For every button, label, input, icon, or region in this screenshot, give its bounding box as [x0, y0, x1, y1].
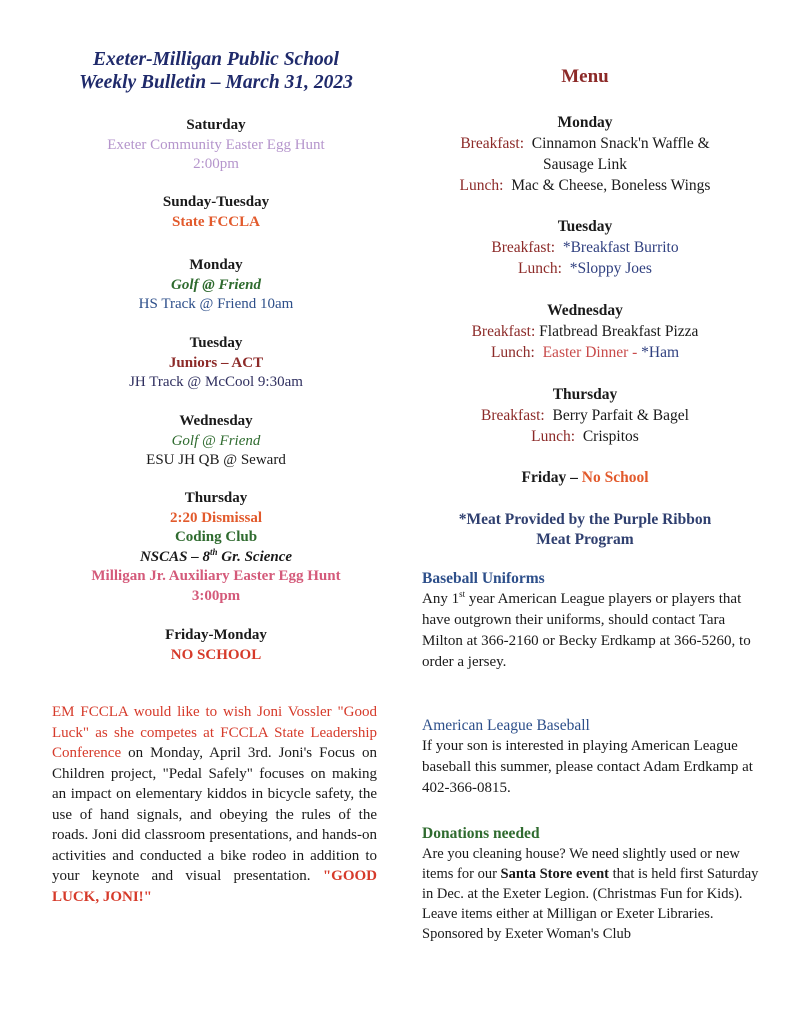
breakfast-item: *Breakfast Burrito: [562, 239, 679, 256]
section-body: [422, 589, 762, 673]
event-sunday-tuesday: [40, 193, 392, 232]
lunch-label: Lunch:: [459, 177, 504, 194]
event-item: 3:00pm: [191, 587, 241, 604]
breakfast-item: Berry Parfait & Bagel: [552, 407, 689, 424]
breakfast-label: Breakfast:: [460, 135, 525, 152]
event-item-part: Gr. Science: [217, 548, 293, 565]
event-item: NO SCHOOL: [170, 646, 262, 663]
bulletin-date: Weekly Bulletin – March 31, 2023: [79, 72, 353, 93]
menu-wednesday: [405, 300, 765, 363]
menu-lunch: [405, 258, 765, 279]
menu-breakfast-cont: Sausage Link: [543, 156, 627, 173]
menu-day: Tuesday: [557, 218, 613, 235]
event-day: Thursday: [184, 490, 248, 506]
body-part: Any 1: [422, 591, 460, 607]
event-day: Wednesday: [179, 413, 253, 429]
event-saturday: [40, 116, 392, 175]
event-day: Sunday-Tuesday: [162, 194, 270, 210]
menu-day: Monday: [557, 114, 613, 131]
lunch-label: Lunch:: [531, 428, 576, 445]
event-item: State FCCLA: [172, 213, 260, 230]
fccla-body: on Monday, April 3rd. Joni's Focus on Children project, "Pedal Safely" focuses on making an impact on elementary kiddos in bicycle safety, the use of hand signals, and obeying the rules of the roads. Joni did classroom presentations, and hands-on activities and conducted a bike rodeo in addition to your keynote and visual presentation.: [52, 745, 377, 884]
event-item: Exeter Community Easter Egg Hunt: [107, 136, 325, 153]
event-item: Juniors – ACT: [168, 354, 264, 371]
section-body: [422, 844, 762, 944]
american-league-section: [422, 715, 762, 799]
donations-section: [422, 823, 762, 944]
event-item-part: NSCAS – 8: [139, 548, 210, 565]
event-tuesday: [40, 334, 392, 393]
event-day: Monday: [189, 257, 243, 273]
menu-breakfast: [405, 133, 765, 154]
bulletin-title: [40, 48, 392, 94]
fccla-announcement: [52, 702, 377, 907]
lunch-item: Mac & Cheese, Boneless Wings: [511, 177, 711, 194]
breakfast-item: Cinnamon Snack'n Waffle &: [531, 135, 710, 152]
lunch-item: Crispitos: [582, 428, 639, 445]
event-day: Saturday: [186, 117, 246, 133]
santa-store-event: Santa Store event: [500, 866, 610, 882]
breakfast-item: Flatbread Breakfast Pizza: [539, 323, 699, 340]
menu-day: Thursday: [552, 386, 618, 403]
menu-thursday: [405, 384, 765, 447]
breakfast-label: Breakfast:: [491, 239, 556, 256]
lunch-label: Lunch:: [490, 344, 535, 361]
menu-title: Menu: [561, 66, 609, 87]
breakfast-label: Breakfast:: [471, 323, 536, 340]
menu-monday: [405, 112, 765, 196]
event-friday-monday: [40, 626, 392, 665]
menu-day: Wednesday: [547, 302, 623, 319]
menu-friday: [405, 467, 765, 488]
lunch-item: *Sloppy Joes: [569, 260, 652, 277]
superscript: th: [209, 546, 218, 557]
section-body: If your son is interested in playing American League baseball this summer, please contact Adam Erdkamp at 402-366-0815.: [422, 738, 753, 796]
event-item: ESU JH QB @ Seward: [146, 452, 286, 468]
menu-breakfast: [405, 321, 765, 342]
baseball-uniforms-section: [422, 568, 762, 673]
menu-breakfast: [405, 237, 765, 258]
event-monday: [40, 256, 392, 315]
meat-program-note: [405, 510, 765, 550]
menu-day: Friday –: [521, 469, 582, 486]
menu-lunch: [405, 426, 765, 447]
event-item: [40, 548, 392, 568]
event-wednesday: [40, 412, 392, 471]
event-item: Golf @ Friend: [171, 276, 261, 293]
body-part: year American League players or players that have outgrown their uniforms, should contact Tara Milton at 366-2160 or Becky Erdkamp at 366-5260, to order a jersey.: [422, 591, 751, 670]
menu-breakfast: [405, 405, 765, 426]
section-heading: American League Baseball: [422, 717, 590, 734]
meat-note-line: Meat Program: [536, 531, 634, 548]
lunch-item-meat: *Ham: [641, 344, 680, 361]
event-item: Coding Club: [174, 529, 258, 545]
breakfast-label: Breakfast:: [481, 407, 545, 424]
event-item: Milligan Jr. Auxiliary Easter Egg Hunt: [91, 568, 341, 584]
event-thursday: [40, 489, 392, 606]
superscript: st: [459, 589, 466, 599]
menu-lunch: [405, 342, 765, 363]
lunch-label: Lunch:: [518, 260, 562, 277]
event-item: 2:00pm: [193, 156, 239, 172]
no-school-note: No School: [581, 469, 649, 486]
fccla-closing: "GOOD LUCK, JONI!": [52, 868, 377, 905]
menu-lunch: [405, 175, 765, 196]
meat-note-line: *Meat Provided by the Purple Ribbon: [458, 511, 712, 528]
event-day: Friday-Monday: [165, 627, 267, 643]
event-item: HS Track @ Friend 10am: [138, 296, 294, 312]
body-part: that is held first Saturday in Dec. at the Exeter Legion. (Christmas Fun for Kids). Leave items either at Milligan or Exeter Libraries. Sponsored by Exeter Woman's Club: [422, 866, 759, 942]
menu-tuesday: [405, 216, 765, 279]
fccla-red-text: EM FCCLA would like to wish Joni Vossler "Good Luck" as she competes at FCCLA State Leadership Conference: [52, 704, 377, 761]
event-item: 2:20 Dismissal: [169, 509, 263, 526]
event-item: Golf @ Friend: [171, 432, 261, 449]
event-item: JH Track @ McCool 9:30am: [129, 374, 303, 390]
body-part: Are you cleaning house? We need slightly used or new items for our: [422, 846, 740, 882]
school-name: Exeter-Milligan Public School: [93, 49, 339, 70]
section-heading: Donations needed: [422, 825, 540, 842]
lunch-item: Easter Dinner -: [542, 344, 642, 361]
section-heading: Baseball Uniforms: [422, 570, 545, 587]
event-day: Tuesday: [189, 335, 243, 351]
